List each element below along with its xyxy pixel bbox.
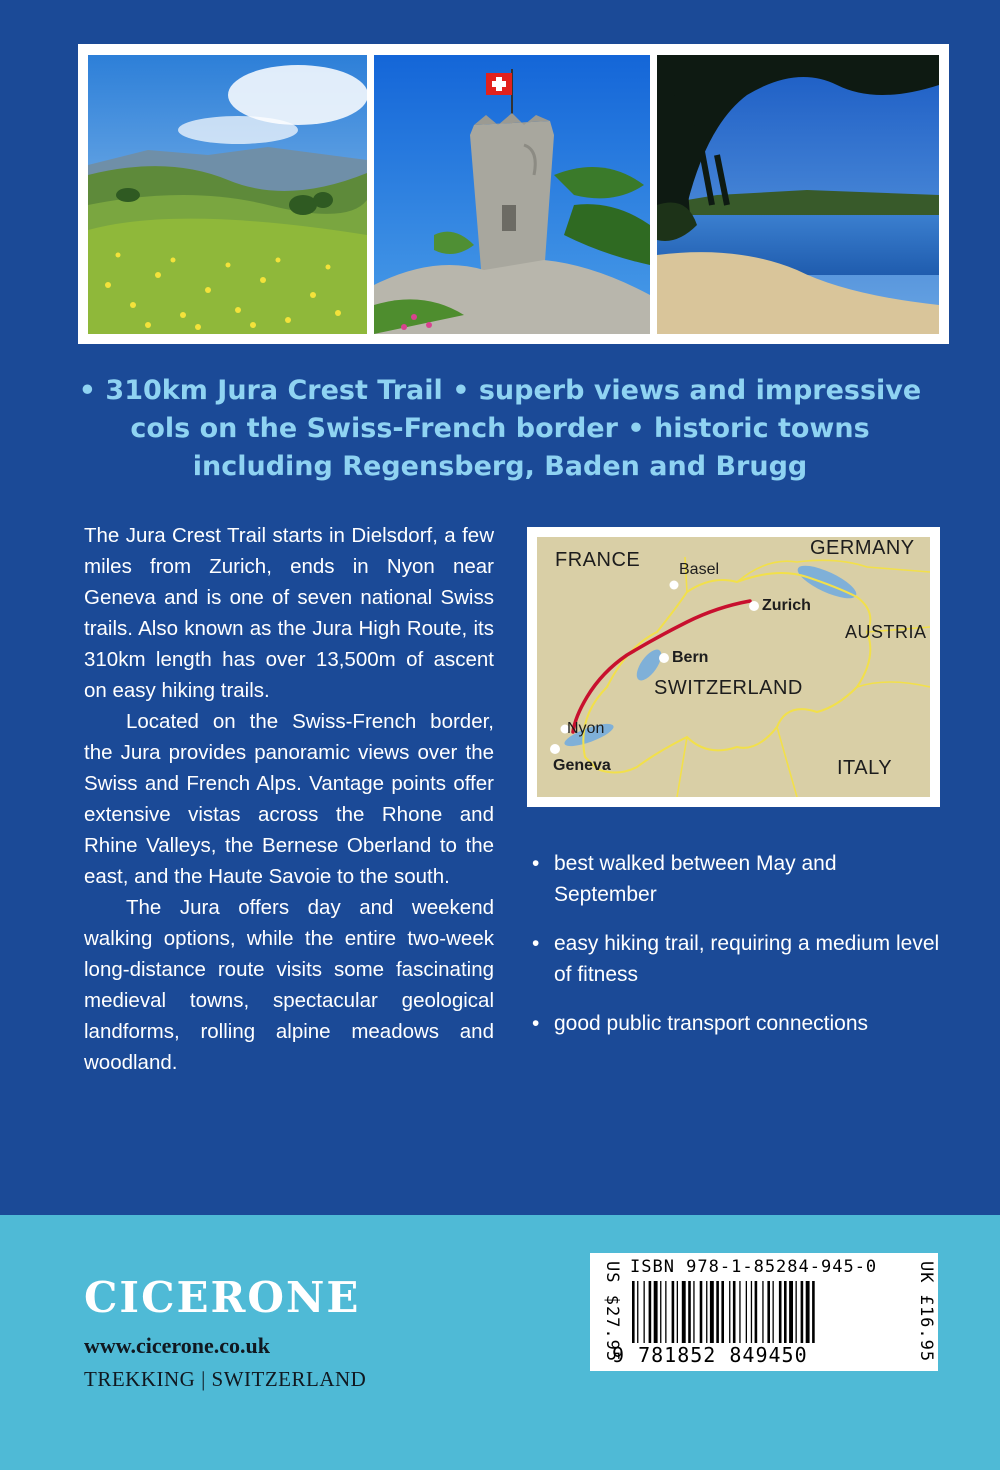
barcode-bar [644,1281,645,1343]
lake-photo [657,55,939,334]
jura-crest-trail-route [573,601,750,732]
barcode-bar [779,1281,782,1343]
description [84,520,494,1078]
bullet-icon: • [532,932,540,955]
map-label-bern: Bern [672,649,709,666]
barcode-bar [784,1281,787,1343]
barcode-panel [590,1253,938,1371]
barcode-bar [806,1281,810,1343]
barcode-bar [632,1281,635,1343]
barcode-bar [746,1281,747,1343]
publisher-logo: CICERONE [84,1273,361,1322]
barcode-bar [751,1281,752,1343]
barcode-bar [649,1281,652,1343]
description-paragraph: The Jura Crest Trail starts in Dielsdorf, a few miles from Zurich, ends in Nyon near Geneva and is one of seven national Swiss trails. Also known as the Jura High Route, its 310km length has over 13,500m of ascent on easy hiking trails. [84,524,494,702]
barcode-bar [710,1281,714,1343]
barcode-bar [812,1281,815,1343]
list-item-text: easy hiking trail, requiring a medium level of fitness [554,932,940,986]
barcode-bar [654,1281,658,1343]
basel-dot [670,581,679,590]
barcode-bar [773,1281,774,1343]
map-label-italy: ITALY [837,757,893,779]
barcode-bar [739,1281,740,1343]
barcode-bar [762,1281,763,1343]
route-map [527,527,940,807]
barcode [630,1281,898,1343]
description-paragraph: Located on the Swiss-French border, the Jura provides panoramic views over the Swiss and French Alps. Vantage points offer extensive vistas across the Rhone and Rhine Valleys, the Bernese Oberland to the east, and the Haute Savoie to the south. [84,710,494,888]
barcode-bar [716,1281,719,1343]
barcode-bar [706,1281,707,1343]
bullet-icon: • [532,1012,540,1035]
barcode-bar [637,1281,638,1343]
barcode-bar [733,1281,736,1343]
photo-strip [78,44,949,344]
barcode-bar [677,1281,678,1343]
list-item [530,928,940,990]
description-paragraph: The Jura offers day and weekend walking options, while the entire two-week long-distance route visits some fascinating medieval towns, spectacular geological landforms, rolling alpine meadows and woodland. [84,896,494,1074]
barcode-bar [693,1281,694,1343]
barcode-bar [729,1281,730,1343]
barcode-bar [767,1281,770,1343]
geneva-dot [550,744,560,754]
barcode-bar [682,1281,686,1343]
list-item-text: best walked between May and September [554,852,837,906]
castle-photo [374,55,650,334]
meadow-photo [88,55,367,334]
list-item [530,1008,940,1039]
headline: • 310km Jura Crest Trail • superb views and impressive cols on the Swiss-French border • historic towns including Regensberg, Baden and Brugg [78,375,922,482]
map-label-zurich: Zurich [762,597,811,614]
barcode-bar [796,1281,797,1343]
highlights-list [530,848,940,1057]
barcode-bar [665,1281,666,1343]
barcode-number: 9 781852 849450 [612,1343,808,1367]
publisher-website[interactable]: www.cicerone.co.uk [84,1333,270,1358]
map-label-basel: Basel [679,561,720,578]
map-label-nyon: Nyon [567,720,605,737]
map-label-france: FRANCE [555,549,641,571]
publisher-band [0,1215,1000,1470]
swiss-border [583,573,870,773]
price-us: US $27.95 [602,1261,622,1363]
isbn-label: ISBN 978-1-85284-945-0 [630,1257,878,1277]
map-label-switzerland: SWITZERLAND [654,677,803,699]
barcode-bar [801,1281,804,1343]
bullet-icon: • [532,852,540,875]
book-category: TREKKING | SWITZERLAND [84,1367,367,1391]
list-item [530,848,940,910]
barcode-bar [672,1281,675,1343]
map-label-austria: AUSTRIA [845,622,927,642]
barcode-bar [700,1281,703,1343]
barcode-bar [660,1281,661,1343]
map-label-geneva: Geneva [553,757,611,774]
barcode-bar [721,1281,724,1343]
barcode-bar [688,1281,691,1343]
price-uk: UK £16.95 [916,1261,936,1363]
list-item-text: good public transport connections [554,1012,869,1035]
map-label-germany: GERMANY [810,537,915,559]
barcode-bar [789,1281,793,1343]
bern-dot [659,653,669,663]
map-area [537,537,930,797]
barcode-graphic [630,1281,898,1343]
zurich-dot [749,601,759,611]
barcode-bar [755,1281,758,1343]
